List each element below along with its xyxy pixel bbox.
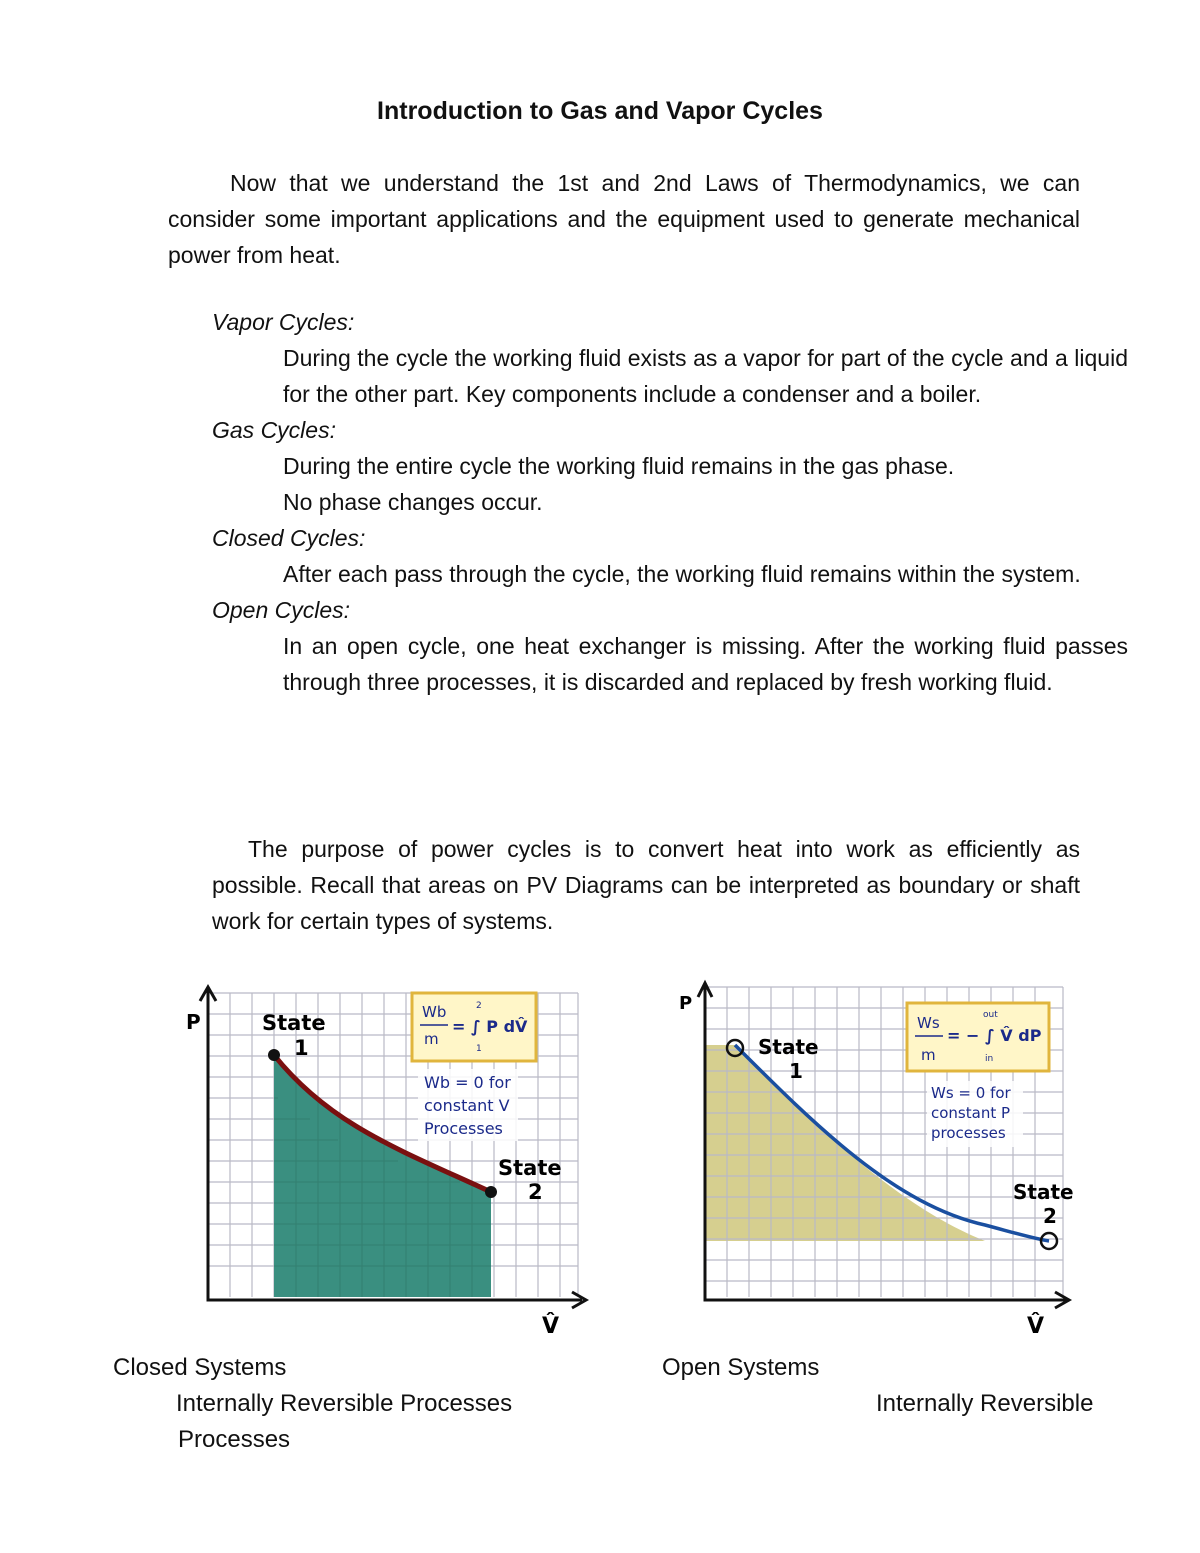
closed-state2-number: 2 bbox=[528, 1180, 543, 1204]
closed-formula-upper: 2 bbox=[476, 1001, 482, 1011]
closed-state1-label: State bbox=[262, 1011, 326, 1035]
closed-note-box bbox=[418, 1069, 518, 1141]
closed-caption-title: Closed Systems bbox=[113, 1354, 287, 1381]
open-state1-label: State bbox=[758, 1035, 819, 1059]
open-note-line3: processes bbox=[931, 1124, 1006, 1142]
desc-gas-cycles: During the entire cycle the working fluid remains in the gas phase. bbox=[283, 453, 955, 479]
definition-closed bbox=[212, 520, 1128, 592]
closed-state1-number: 1 bbox=[294, 1036, 309, 1060]
open-formula-den: m bbox=[921, 1046, 936, 1064]
closed-formula-num: Wb bbox=[422, 1003, 447, 1021]
open-state1-number: 1 bbox=[789, 1059, 803, 1083]
closed-state1-point bbox=[268, 1049, 280, 1061]
intro-text: Now that we understand the 1st and 2nd Laws of Thermodynamics, we can consider some important applications and the equipment used to generate mechanical power from heat. bbox=[168, 170, 1080, 268]
closed-formula-box bbox=[412, 993, 536, 1061]
open-formula-upper: out bbox=[983, 1010, 998, 1020]
open-state2-number: 2 bbox=[1043, 1204, 1057, 1228]
open-note-line2: constant P bbox=[931, 1104, 1011, 1122]
closed-note-line2: constant V bbox=[424, 1096, 510, 1115]
open-x-axis-label: V̂ bbox=[1027, 1314, 1045, 1339]
closed-formula-lower: 1 bbox=[476, 1044, 482, 1054]
closed-note-line3: Processes bbox=[424, 1119, 503, 1138]
term-open-cycles: Open Cycles: bbox=[212, 597, 351, 623]
closed-caption-sub1: Internally Reversible Processes bbox=[176, 1390, 513, 1417]
term-gas-cycles: Gas Cycles: bbox=[212, 417, 336, 443]
definition-vapor bbox=[212, 304, 1128, 412]
closed-state2-label: State bbox=[498, 1156, 562, 1180]
definition-open bbox=[212, 592, 1128, 700]
page-title: Introduction to Gas and Vapor Cycles bbox=[377, 97, 823, 125]
closed-system-pv-diagram bbox=[170, 975, 600, 1345]
desc-vapor-cycles: During the cycle the working fluid exists as a vapor for part of the cycle and a liquid for the other part. Key components include a condenser and a boiler. bbox=[283, 345, 1128, 407]
intro-paragraph bbox=[168, 165, 1080, 273]
closed-caption-sub2: Processes bbox=[178, 1426, 291, 1453]
definitions-list bbox=[212, 304, 1128, 700]
open-y-axis-label: P bbox=[679, 993, 693, 1014]
closed-note-line1: Wb = 0 for bbox=[424, 1073, 511, 1092]
open-system-pv-diagram bbox=[665, 975, 1085, 1345]
open-note-box bbox=[927, 1081, 1023, 1147]
open-formula-box bbox=[907, 1003, 1049, 1071]
open-formula-rhs: = − ∫ V̂ dP bbox=[947, 1026, 1042, 1045]
closed-formula-rhs: = ∫ P dV̂ bbox=[452, 1017, 528, 1036]
term-vapor-cycles: Vapor Cycles: bbox=[212, 309, 355, 335]
open-note-line1: Ws = 0 for bbox=[931, 1084, 1011, 1102]
open-caption-sub: Internally Reversible bbox=[876, 1390, 1094, 1417]
desc-gas-cycles-2: No phase changes occur. bbox=[283, 489, 543, 515]
term-closed-cycles: Closed Cycles: bbox=[212, 525, 366, 551]
closed-state2-point bbox=[485, 1186, 497, 1198]
definition-gas bbox=[212, 412, 1128, 520]
desc-open-cycles: In an open cycle, one heat exchanger is missing. After the working fluid passes through three processes, it is discarded and replaced by fresh working fluid. bbox=[283, 633, 1128, 695]
purpose-paragraph: The purpose of power cycles is to convert heat into work as efficiently as possible. Recall that areas on PV Diagrams can be interpreted as boundary or shaft work for certain types of systems. bbox=[212, 836, 1080, 934]
open-caption-title: Open Systems bbox=[662, 1354, 820, 1381]
closed-y-axis-label: P bbox=[186, 1010, 201, 1034]
open-formula-lower: in bbox=[985, 1054, 994, 1064]
open-formula-num: Ws bbox=[917, 1014, 940, 1032]
closed-x-axis-label: V̂ bbox=[542, 1314, 560, 1339]
open-state2-label: State bbox=[1013, 1180, 1074, 1204]
desc-closed-cycles: After each pass through the cycle, the working fluid remains within the system. bbox=[283, 561, 1081, 587]
closed-formula-den: m bbox=[424, 1030, 439, 1048]
